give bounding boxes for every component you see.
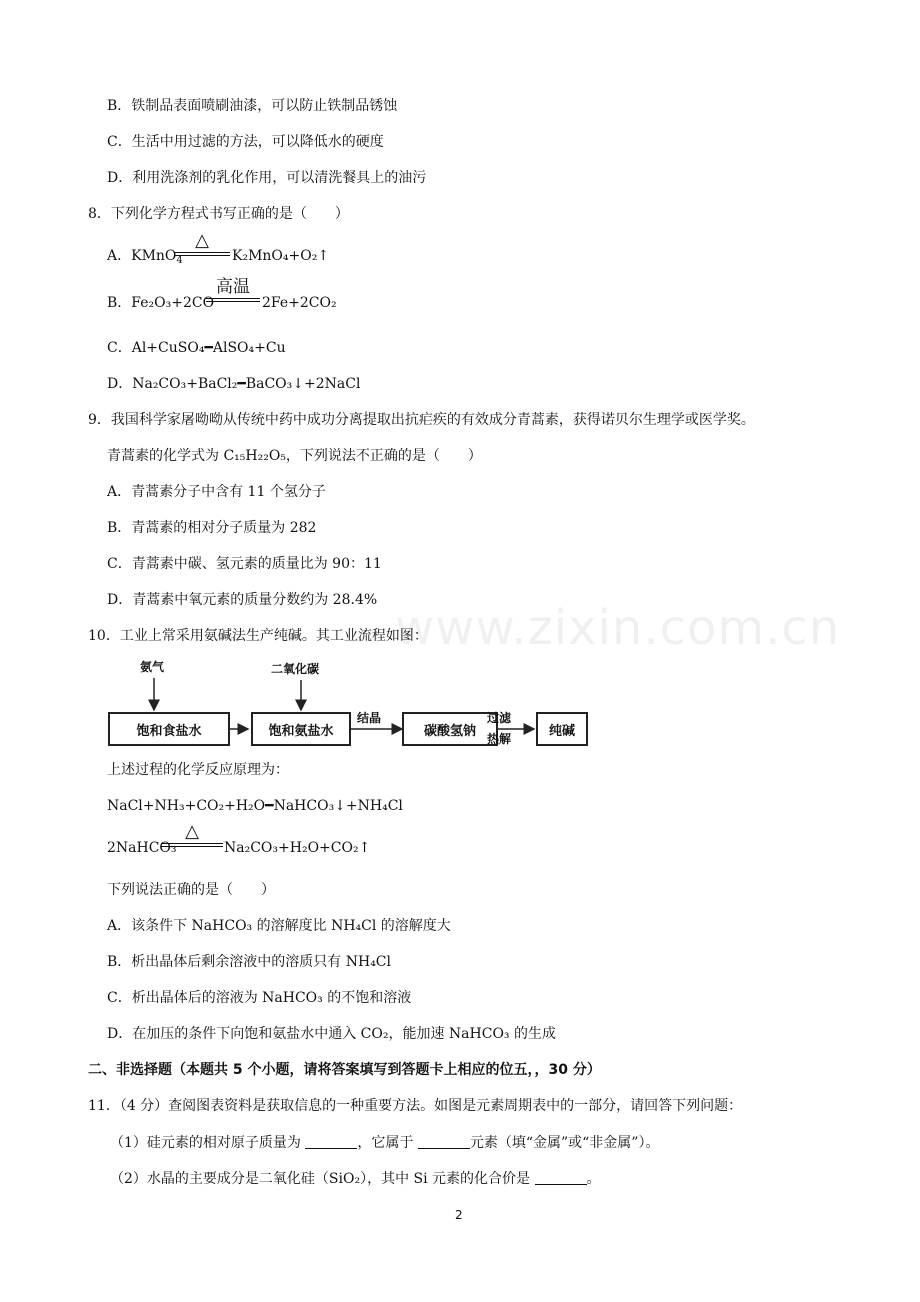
q8-a-reactant: A．KMnO <box>107 248 177 264</box>
input-co2-label: 二氧化碳 <box>271 662 320 676</box>
q8-b-condition <box>206 278 260 302</box>
q9-option-b: B．青蒿素的相对分子质量为 282 <box>107 520 317 536</box>
equals-bar <box>206 298 260 302</box>
q9-stem-formula: 青蒿素的化学式为 C₁₅H₂₂O₅，下列说法不正确的是（ ） <box>107 448 482 464</box>
q10-eq2-condition <box>161 823 223 847</box>
q10-option-d: D．在加压的条件下向饱和氨盐水中通入 CO₂，能加速 NaHCO₃ 的生成 <box>107 1026 556 1042</box>
box-saturated-brine: 饱和食盐水 <box>108 712 230 746</box>
equals-bar <box>161 843 223 847</box>
q11-part-2 <box>110 1169 601 1189</box>
q10-principle: 上述过程的化学反应原理为： <box>107 762 289 778</box>
q9-option-a: A．青蒿素分子中含有 11 个氢分子 <box>107 484 326 500</box>
box-sodium-bicarbonate: 碳酸氢钠 <box>402 712 498 746</box>
q11-p1-text-b: ，它属于 <box>357 1135 414 1151</box>
q8-option-d: D．Na₂CO₃+BaCl₂━BaCO₃↓+2NaCl <box>107 376 361 392</box>
q7-option-c: C．生活中用过滤的方法，可以降低水的硬度 <box>107 134 384 150</box>
filter-label: 过滤 <box>487 711 512 725</box>
q8-stem: 8．下列化学方程式书写正确的是（ ） <box>88 206 349 222</box>
q10-option-b: B．析出晶体后剩余溶液中的溶质只有 NH₄Cl <box>107 954 391 970</box>
q10-stem: 10．工业上常采用氨碱法生产纯碱。其工业流程如图： <box>88 628 428 644</box>
heat-triangle-icon: △ <box>185 821 199 842</box>
q8-a-product: K₂MnO₄+O₂↑ <box>232 248 330 264</box>
q11-p2-text-a: （2）水晶的主要成分是二氧化硅（SiO₂），其中 Si 元素的化合价是 <box>110 1171 531 1187</box>
q11-p2-text-b: 。 <box>586 1171 601 1187</box>
q11-part-1 <box>110 1133 659 1153</box>
q10-equation-1: NaCl+NH₃+CO₂+H₂O━NaHCO₃↓+NH₄Cl <box>107 798 403 814</box>
q8-option-c: C．Al+CuSO₄━AlSO₄+Cu <box>107 340 286 356</box>
q8-b-product: 2Fe+2CO₂ <box>262 295 337 311</box>
page-number: 2 <box>455 1208 463 1222</box>
q8-a-reactant-sub: 4 <box>176 255 183 266</box>
q8-option-a <box>107 246 183 266</box>
answer-blank-element-type[interactable] <box>418 1134 470 1149</box>
section-2-heading: 二、非选择题（本题共 5 个小题，请将答案填写到答题卡上相应的位五，，30 分） <box>88 1062 601 1078</box>
q11-p1-text-c: 元素（填“金属”或“非金属”）。 <box>469 1135 660 1151</box>
box-ammoniated-brine: 饱和氨盐水 <box>251 712 351 746</box>
q10-equation-2-reactant: 2NaHCO₃ <box>107 840 177 856</box>
q11-p1-text-a: （1）硅元素的相对原子质量为 <box>110 1135 301 1151</box>
answer-blank-valence[interactable] <box>535 1170 587 1185</box>
q7-option-b: B．铁制品表面喷刷油漆，可以防止铁制品锈蚀 <box>107 98 398 114</box>
q9-option-d: D．青蒿素中氧元素的质量分数约为 28.4% <box>107 592 378 608</box>
heat-triangle-icon: △ <box>195 230 209 251</box>
crystallize-label: 结晶 <box>357 711 382 725</box>
equals-bar <box>174 252 230 256</box>
watermark: www.zixin.com.cn <box>395 600 841 656</box>
q11-stem: 11．（4 分）查阅图表资料是获取信息的一种重要方法。如图是元素周期表中的一部分，请回答下列问题： <box>88 1098 743 1114</box>
q9-stem: 9．我国科学家屠呦呦从传统中药中成功分离提取出抗疟疾的有效成分青蒿素，获得诺贝尔生理学或医学奖。 <box>88 412 755 428</box>
high-temperature-label: 高温 <box>216 277 250 297</box>
answer-blank-atomic-mass[interactable] <box>305 1134 357 1149</box>
box-soda-ash: 纯碱 <box>536 712 588 746</box>
q10-equation-2-product: Na₂CO₃+H₂O+CO₂↑ <box>224 840 371 856</box>
pyrolysis-label: 热解 <box>487 732 512 746</box>
q10-option-a: A．该条件下 NaHCO₃ 的溶解度比 NH₄Cl 的溶解度大 <box>107 918 451 934</box>
q8-option-b-reactant: B．Fe₂O₃+2CO <box>107 295 215 311</box>
input-ammonia-label: 氨气 <box>140 660 165 674</box>
q10-ask: 下列说法正确的是（ ） <box>107 882 275 898</box>
q10-option-c: C．析出晶体后的溶液为 NaHCO₃ 的不饱和溶液 <box>107 990 412 1006</box>
q8-a-condition <box>174 232 230 256</box>
q7-option-d: D．利用洗涤剂的乳化作用，可以清洗餐具上的油污 <box>107 170 427 186</box>
q9-option-c: C．青蒿素中碳、氢元素的质量比为 90：11 <box>107 556 382 572</box>
